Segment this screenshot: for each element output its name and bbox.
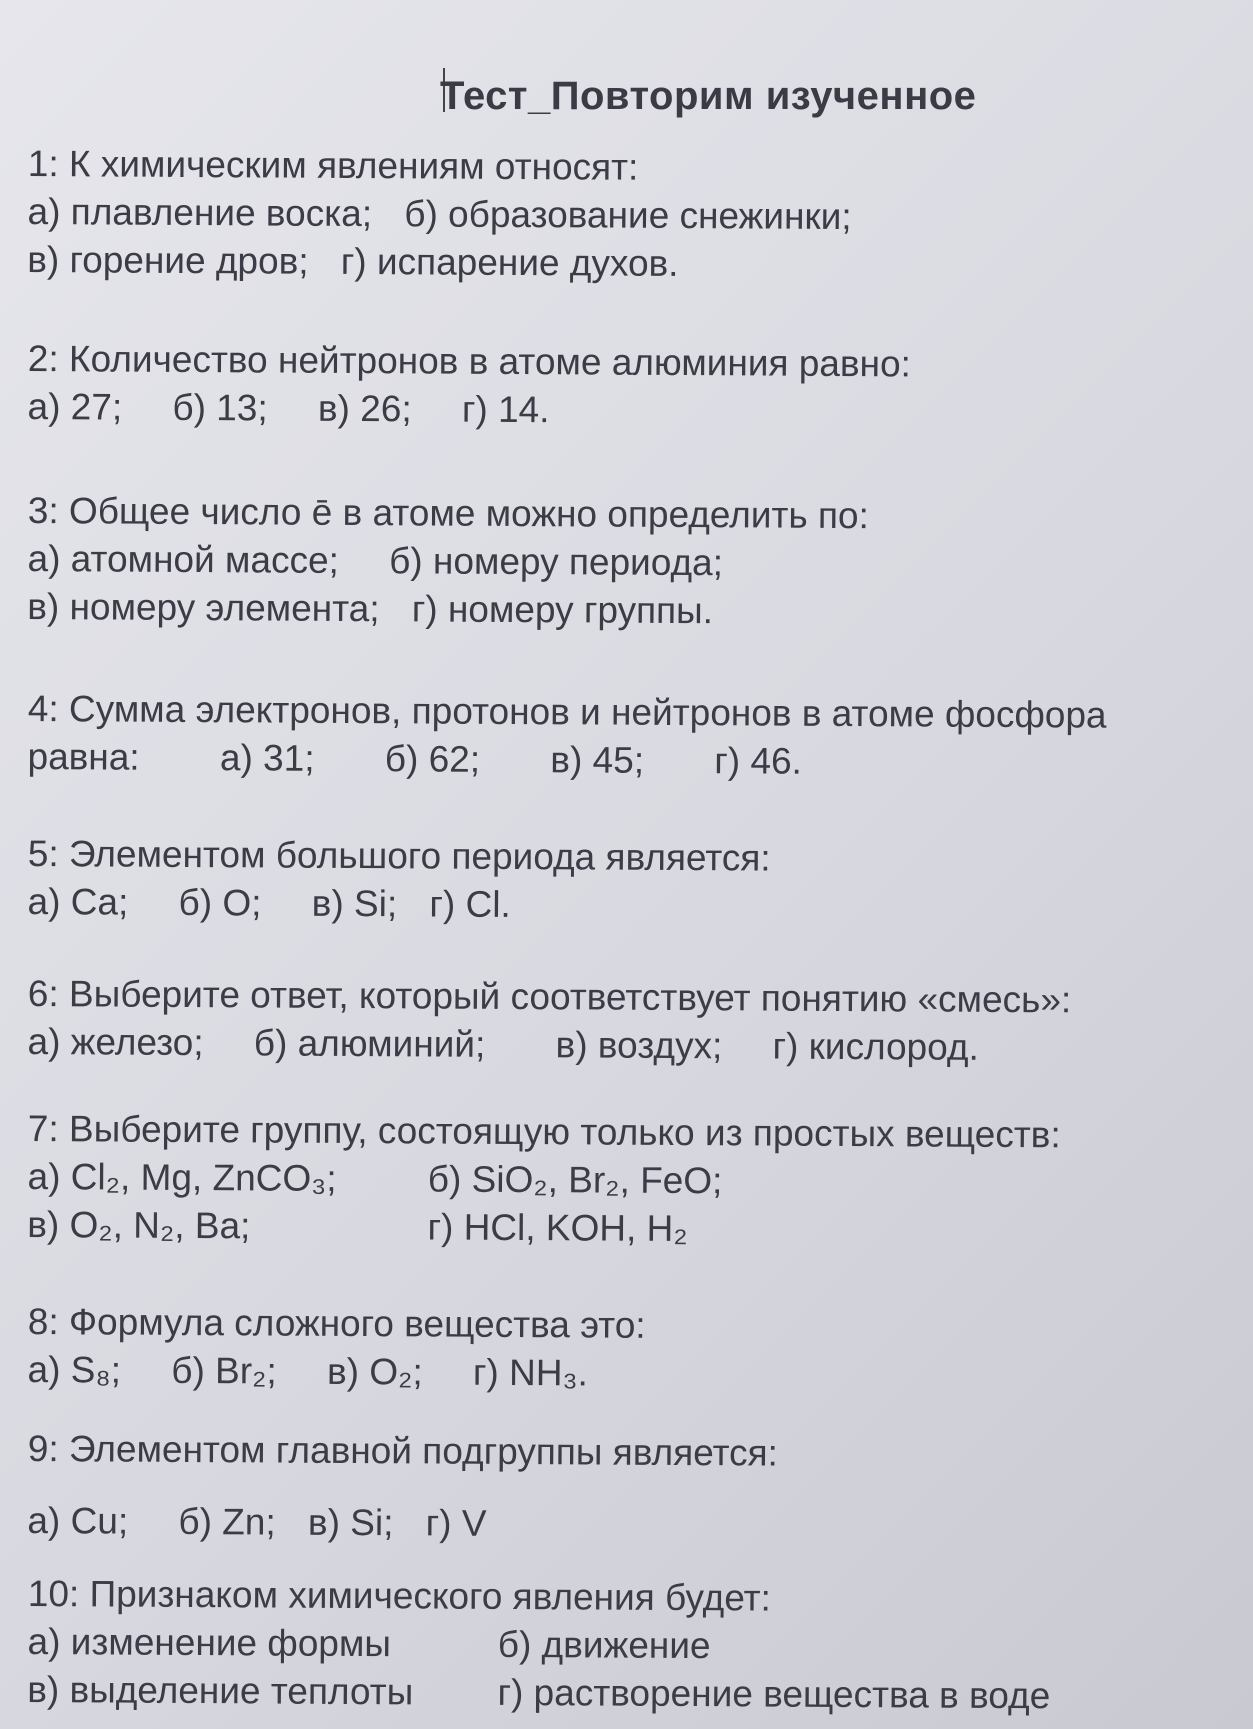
option-c: в) Si; xyxy=(307,1501,394,1544)
question-text: 6: Выберите ответ, который соответствует понятию «смесь»: xyxy=(27,972,1072,1021)
question-text: 3: Общее число ē в атоме можно определить по: xyxy=(27,489,869,537)
option-b: б) образование снежинки; xyxy=(404,193,852,238)
option-b: б) Zn; xyxy=(178,1500,276,1543)
option-c: в) O₂; xyxy=(326,1350,423,1393)
option-c: в) горение дров; xyxy=(27,238,309,282)
option-a: а) S₈; xyxy=(27,1348,122,1391)
option-a: а) атомной массе; xyxy=(27,537,340,581)
option-d: г) HCl, KOH, H₂ xyxy=(427,1206,688,1250)
option-d: г) 46. xyxy=(714,740,803,782)
option-a: а) железо; xyxy=(27,1020,204,1064)
question-text: 7: Выберите группу, состоящую только из простых веществ: xyxy=(27,1108,1061,1156)
option-d: г) NH₃. xyxy=(472,1351,589,1394)
question-text: 8: Формула сложного вещества это: xyxy=(27,1301,646,1346)
question-8 xyxy=(27,1298,1238,1401)
question-text: 1: К химическим явлениям относят: xyxy=(27,142,639,188)
question-9 xyxy=(27,1425,1238,1552)
option-b: б) номеру периода; xyxy=(389,540,724,584)
option-b: б) движение xyxy=(497,1623,711,1667)
question-text: 10: Признаком химического явления будет: xyxy=(27,1573,771,1619)
option-c: в) O₂, N₂, Ba; xyxy=(27,1203,251,1247)
option-d: г) растворение вещества в воде xyxy=(497,1671,1051,1717)
option-d: г) испарение духов. xyxy=(340,240,679,284)
option-a: а) 27; xyxy=(27,385,123,428)
option-b: б) 62; xyxy=(384,738,481,780)
option-c: в) воздух; xyxy=(555,1024,723,1067)
option-d: г) номеру группы. xyxy=(411,588,714,632)
option-b: б) 13; xyxy=(172,386,268,429)
page-title: Тест_Повторим изученное xyxy=(440,74,977,118)
option-c: в) 45; xyxy=(550,739,645,781)
option-a: а) 31; xyxy=(219,737,315,779)
question-4 xyxy=(27,685,1238,788)
option-d: г) Cl. xyxy=(429,883,511,925)
question-3 xyxy=(27,487,1238,638)
question-1 xyxy=(27,140,1238,291)
option-b: б) O; xyxy=(178,881,262,924)
option-b: б) алюминий; xyxy=(253,1022,486,1065)
question-text: 9: Элементом главной подгруппы является: xyxy=(27,1428,779,1474)
question-text: 4: Сумма электронов, протонов и нейтронов в атоме фосфора xyxy=(27,687,1107,736)
option-c: в) Si; xyxy=(311,882,398,925)
option-c: в) номеру элемента; xyxy=(27,585,380,630)
option-a: а) Cu; xyxy=(27,1499,129,1542)
option-a: а) Cl₂, Mg, ZnCO₃; xyxy=(27,1155,337,1199)
option-d: г) кислород. xyxy=(772,1025,979,1068)
option-a: а) плавление воска; xyxy=(27,190,373,235)
question-5 xyxy=(27,830,1238,933)
question-text-cont: равна: xyxy=(27,735,140,778)
question-10 xyxy=(27,1570,1238,1721)
option-c: в) выделение теплоты xyxy=(27,1668,414,1713)
question-6 xyxy=(27,970,1238,1073)
option-a: а) изменение формы xyxy=(27,1620,392,1665)
option-b: б) Br₂; xyxy=(171,1349,277,1392)
option-d: г) 14. xyxy=(461,388,550,431)
question-7 xyxy=(27,1105,1238,1256)
question-2 xyxy=(27,335,1238,438)
question-text: 5: Элементом большого периода является: xyxy=(27,832,771,879)
option-a: а) Ca; xyxy=(27,880,129,923)
question-text: 2: Количество нейтронов в атоме алюминия равно: xyxy=(27,337,912,385)
option-c: в) 26; xyxy=(317,387,412,430)
option-d: г) V xyxy=(425,1502,487,1544)
option-b: б) SiO₂, Br₂, FeO; xyxy=(427,1158,723,1202)
